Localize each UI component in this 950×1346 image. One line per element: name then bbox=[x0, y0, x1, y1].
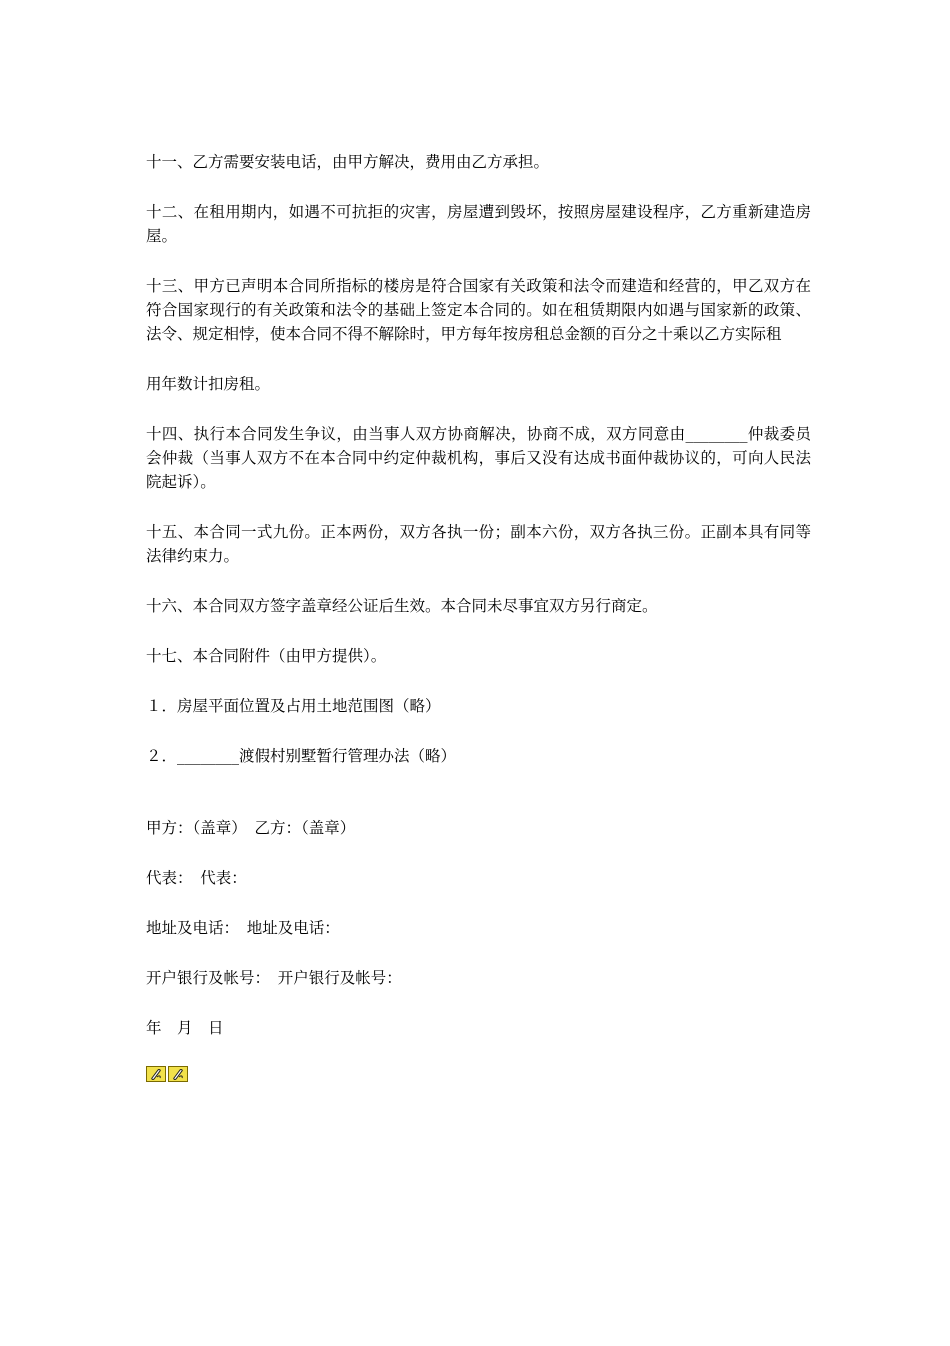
attachment-2: ２．________渡假村别墅暂行管理办法（略） bbox=[146, 747, 457, 765]
clause-16: 十六、本合同双方签字盖章经公证后生效。本合同未尽事宜双方另行商定。 bbox=[146, 597, 658, 615]
clause-17: 十七、本合同附件（由甲方提供）。 bbox=[146, 647, 387, 665]
clause-11: 十一、乙方需要安装电话，由甲方解决，费用由乙方承担。 bbox=[146, 153, 550, 171]
document-body bbox=[146, 150, 811, 1082]
signature-date: 年 月 日 bbox=[146, 1019, 224, 1037]
signature-address-phone: 地址及电话： 地址及电话： bbox=[146, 919, 340, 937]
clause-13: 十三、甲方已声明本合同所指标的楼房是符合国家有关政策和法令而建造和经营的，甲乙双方在符合国家现行的有关政策和法令的基础上签定本合同的。如在租赁期限内如遇与国家新的政策、法令、规定相悖，使本合同不得不解除时，甲方每年按房租总金额的百分之十乘以乙方实际租 bbox=[146, 277, 811, 343]
signature-representatives: 代表： 代表： bbox=[146, 869, 247, 887]
scroll-icon[interactable] bbox=[146, 1066, 166, 1082]
clause-12: 十二、在租用期内，如遇不可抗拒的灾害，房屋遭到毁坏，按照房屋建设程序，乙方重新建造房屋。 bbox=[146, 203, 811, 245]
scroll-icon[interactable] bbox=[168, 1066, 188, 1082]
clause-13-continued: 用年数计扣房租。 bbox=[146, 375, 271, 393]
clause-15: 十五、本合同一式九份。正本两份，双方各执一份；副本六份，双方各执三份。正副本具有同等法律约束力。 bbox=[146, 523, 811, 565]
attachment-1: １．房屋平面位置及占用土地范围图（略） bbox=[146, 697, 441, 715]
clause-14: 十四、执行本合同发生争议，由当事人双方协商解决，协商不成，双方同意由________仲裁委员会仲裁（当事人双方不在本合同中约定仲裁机构，事后又没有达成书面仲裁协议的，可向人民法院起诉）。 bbox=[146, 425, 811, 491]
icon-row bbox=[146, 1066, 811, 1082]
signature-parties: 甲方：（盖章） 乙方：（盖章） bbox=[146, 819, 356, 837]
signature-bank-account: 开户银行及帐号： 开户银行及帐号： bbox=[146, 969, 402, 987]
